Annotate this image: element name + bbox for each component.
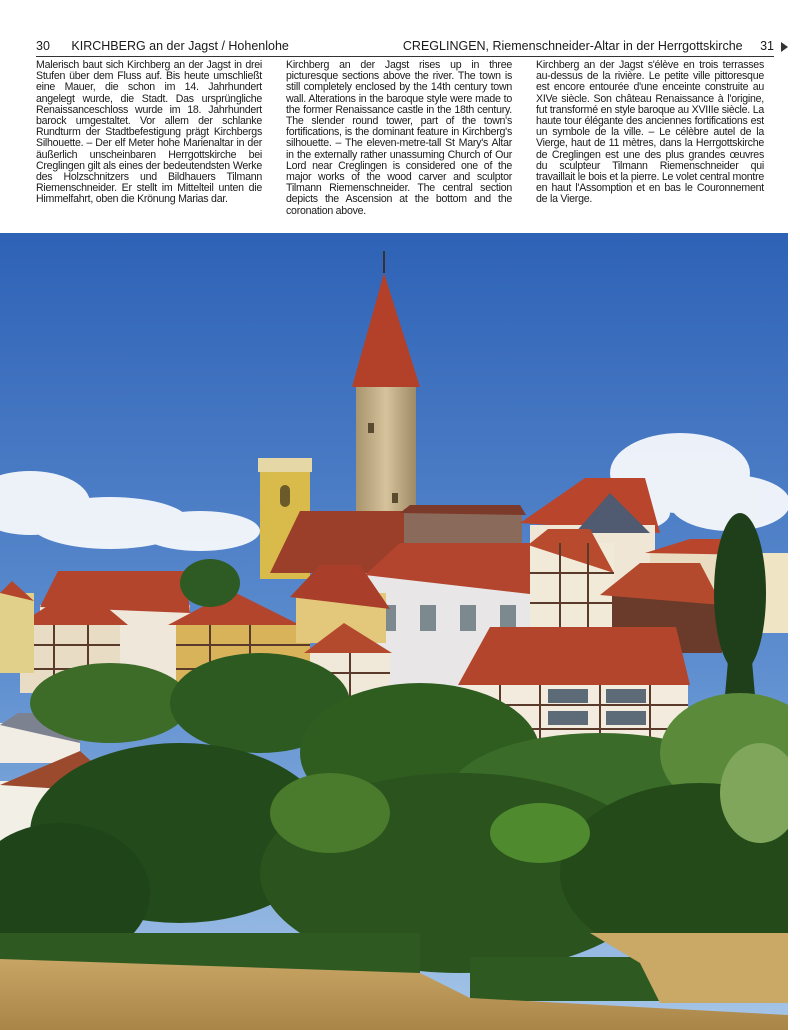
next-page-arrow-icon xyxy=(781,42,788,52)
header-left-title: KIRCHBERG an der Jagst / Hohenlohe xyxy=(71,39,289,53)
page-number-right: 31 xyxy=(760,39,774,53)
page-number-left: 30 xyxy=(36,39,50,53)
running-header xyxy=(36,38,774,57)
text-columns xyxy=(36,60,764,220)
kirchberg-town-photo xyxy=(0,233,788,1030)
header-right xyxy=(403,39,774,53)
english-text-column: Kirchberg an der Jagst rises up in three picturesque sections above the river. The town is still completely enclosed by the 14th century town wall. Alterations in the baroque style were made to the former Renaissance castle in the 18th century. The slender round tower, part of the town's fortifications, is the dominant feature in Kirchberg's silhouette. – The eleven-metre-tall St Mary's Altar in the externally rather unassuming Church of Our Lord near Creglingen is considered one of the major works of the wood carver and sculptor Tilmann Riemenschneider. The central section depicts the Ascension at the bottom and the coronation above. xyxy=(286,59,512,217)
german-text-column: Malerisch baut sich Kirchberg an der Jagst in drei Stufen über dem Fluss auf. Bis heute umschließt eine Mauer, die schon im 14. Jahrhundert angelegt wurde, die Stadt. Das ursprüngliche Renaissanceschloss wurde im 18. Jahrhundert barock umgestaltet. Vor allem der schlanke Rundturm der Stadtbefestigung prägt Kirchbergs Silhouette. – Der elf Meter hohe Marienaltar in der äußerlich unscheinbaren Herrgottskirche bei Creglingen gilt als eines der bedeutendsten Werke des Holzschnitzers und Bildhauers Tilmann Riemenschneider. Er stellt im Mittelteil unten die Himmelfahrt, oben die Krönung Marias dar. xyxy=(36,59,262,206)
header-right-title: CREGLINGEN, Riemenschneider-Altar in der Herrgottskirche xyxy=(402,39,743,53)
header-left xyxy=(36,39,289,53)
french-text-column: Kirchberg an der Jagst s'élève en trois terrasses au-dessus de la rivière. Le petite ville pittoresque est encore entourée d'une enceinte construite au XIVe siècle. Son château Renaissance à l'origine, fut transformé en style baroque au XVIIIe siècle. La haute tour élégante des anciennes fortifications est un symbole de la ville. – Le célèbre autel de la Vierge, haut de 11 mètres, dans la Herrgottskirche de Creglingen est une des plus grandes œuvres du sculpteur Tilmann Riemenschneider qui travaillait le bois et la pierre. Le volet central montre en haut l'Assomption et en bas le Couronnement de la Vierge. xyxy=(536,59,764,206)
photo-illustration xyxy=(0,233,788,1030)
